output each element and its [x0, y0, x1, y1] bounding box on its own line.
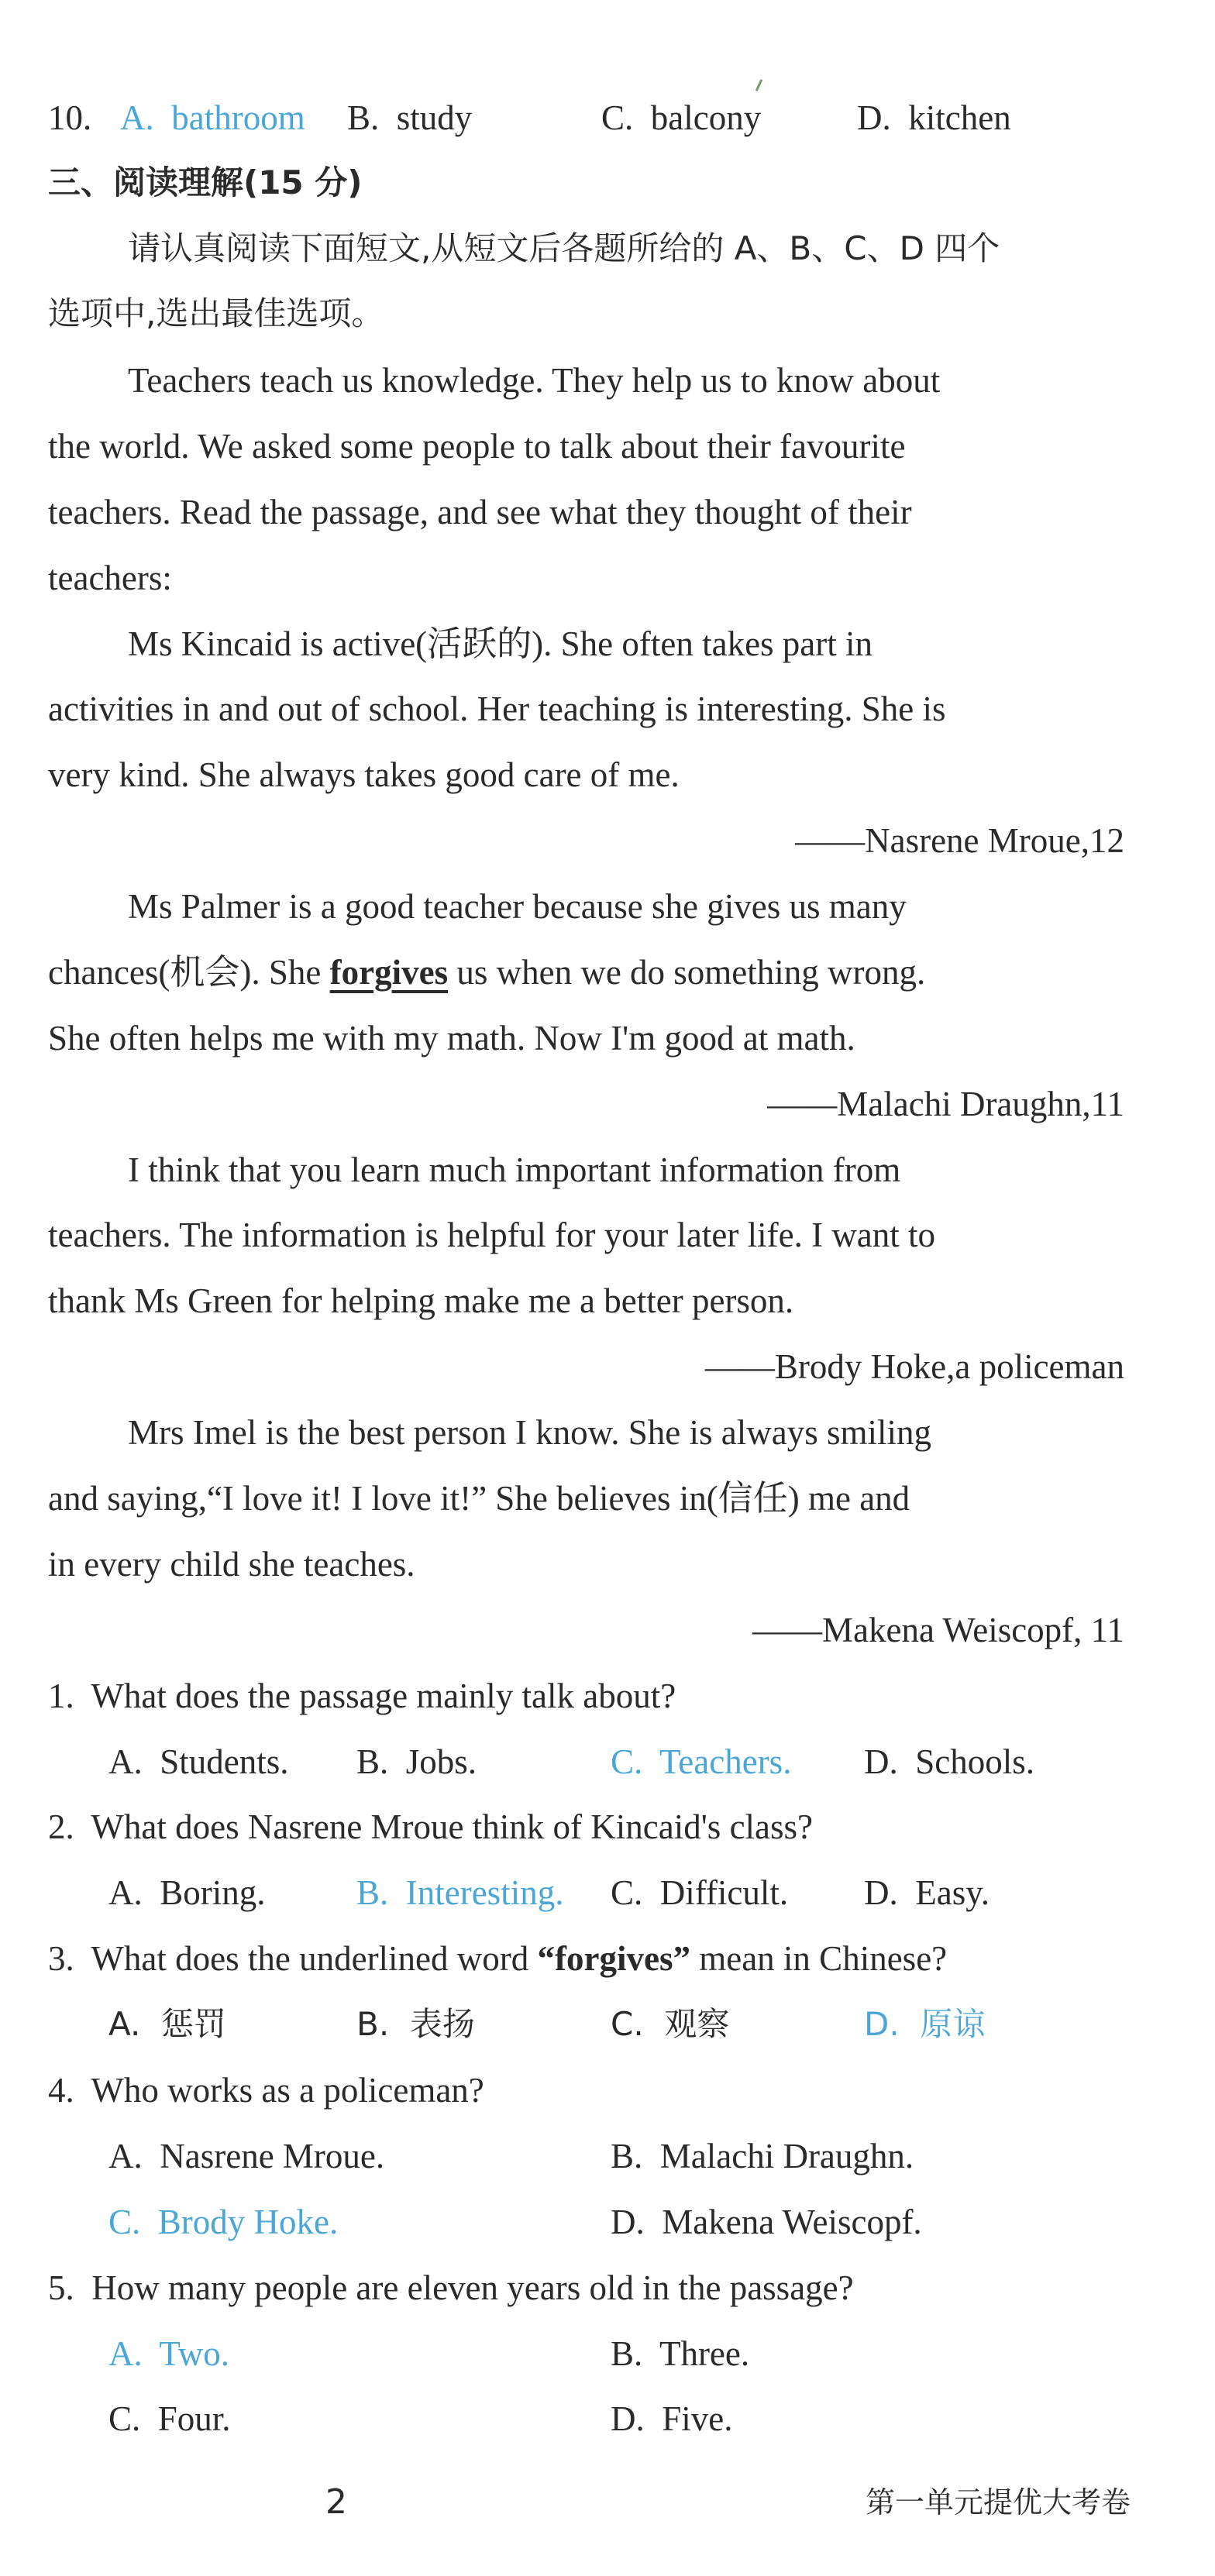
green-line-1: I think that you learn much important information from: [128, 1150, 901, 1189]
imel-line-2: and saying,“I love it! I love it!” She believes in(信任) me and: [48, 1479, 910, 1518]
q4-option-a: A. Nasrene Mroue.: [108, 2137, 385, 2175]
signature-makena: ——Makena Weiscopf, 11: [752, 1611, 1124, 1649]
q1-option-d: D. Schools.: [864, 1742, 1035, 1781]
q1-option-c-answer: C. Teachers.: [611, 1742, 792, 1781]
green-line-2: teachers. The information is helpful for your later life. I want to: [48, 1216, 936, 1254]
palmer-line-2: [48, 949, 925, 996]
palmer-line-2-end: us when we do something wrong.: [448, 953, 926, 992]
q2-option-d: D. Easy.: [864, 1873, 990, 1912]
instruction-line-1: 请认真阅读下面短文,从短文后各题所给的 A、B、C、D 四个: [128, 229, 1000, 267]
imel-line-1: Mrs Imel is the best person I know. She is always smiling: [128, 1413, 931, 1452]
imel-line-3: in every child she teaches.: [48, 1545, 415, 1584]
question-4-stem: 4. Who works as a policeman?: [48, 2071, 484, 2110]
q10-option-d: D. kitchen: [857, 98, 1011, 137]
question-2-stem: 2. What does Nasrene Mroue think of Kincaid's class?: [48, 1807, 814, 1846]
q3-stem-end: mean in Chinese?: [690, 1939, 948, 1978]
signature-malachi: ——Malachi Draughn,11: [767, 1085, 1124, 1123]
q10-option-b: B. study: [347, 98, 473, 137]
underlined-word-forgives: forgives: [329, 953, 449, 992]
signature-brody: ——Brody Hoke,a policeman: [704, 1347, 1124, 1386]
palmer-line-2-start: chances(机会). She: [48, 953, 330, 992]
passage-intro-line-1: Teachers teach us knowledge. They help us to know about: [128, 361, 941, 400]
q2-option-b-answer: B. Interesting.: [356, 1873, 564, 1912]
question-5-stem: 5. How many people are eleven years old in the passage?: [48, 2268, 854, 2307]
q3-stem-word: “forgives”: [537, 1939, 690, 1978]
q10-option-c: C. balcony: [601, 98, 762, 137]
kincaid-line-1: Ms Kincaid is active(活跃的). She often takes part in: [128, 624, 873, 663]
q4-option-d: D. Makena Weiscopf.: [611, 2203, 922, 2241]
q1-option-a: A. Students.: [108, 1742, 289, 1781]
instruction-line-2: 选项中,选出最佳选项。: [48, 294, 384, 332]
q10-option-a-answer: A. bathroom: [120, 98, 305, 137]
kincaid-line-3: very kind. She always takes good care of me.: [48, 755, 680, 794]
q3-option-c: C. 观察: [611, 2005, 730, 2043]
section-heading: 三、阅读理解(15 分): [48, 163, 363, 201]
q3-option-a: A. 惩罚: [108, 2005, 227, 2043]
q5-option-d: D. Five.: [611, 2399, 733, 2438]
q5-option-a-answer: A. Two.: [108, 2334, 230, 2373]
palmer-line-1: Ms Palmer is a good teacher because she gives us many: [128, 887, 907, 926]
question-3-stem: [48, 1935, 947, 1982]
q5-option-b: B. Three.: [611, 2334, 750, 2373]
palmer-line-3: She often helps me with my math. Now I'm good at math.: [48, 1019, 855, 1058]
q3-option-b: B. 表扬: [356, 2005, 475, 2043]
q1-option-b: B. Jobs.: [356, 1742, 477, 1781]
q10-number: 10.: [48, 98, 92, 137]
q2-option-a: A. Boring.: [108, 1873, 266, 1912]
passage-intro-line-2: the world. We asked some people to talk about their favourite: [48, 427, 906, 466]
green-line-3: thank Ms Green for helping make me a better person.: [48, 1281, 794, 1320]
page-number: 2: [325, 2482, 347, 2522]
book-title: 第一单元提优大考卷: [866, 2485, 1131, 2519]
q5-option-c: C. Four.: [108, 2399, 231, 2438]
q2-option-c: C. Difficult.: [611, 1873, 789, 1912]
signature-nasrene: ——Nasrene Mroue,12: [795, 821, 1124, 860]
passage-intro-line-3: teachers. Read the passage, and see what they thought of their: [48, 493, 912, 531]
q3-stem-start: 3. What does the underlined word: [48, 1939, 538, 1978]
q4-option-b: B. Malachi Draughn.: [611, 2137, 914, 2175]
passage-intro-line-4: teachers:: [48, 559, 172, 597]
q4-option-c-answer: C. Brody Hoke.: [108, 2203, 339, 2241]
check-mark-icon: [756, 79, 762, 91]
kincaid-line-2: activities in and out of school. Her teaching is interesting. She is: [48, 690, 946, 728]
q3-option-d-answer: D. 原谅: [864, 2005, 986, 2043]
question-1-stem: 1. What does the passage mainly talk about?: [48, 1677, 676, 1715]
